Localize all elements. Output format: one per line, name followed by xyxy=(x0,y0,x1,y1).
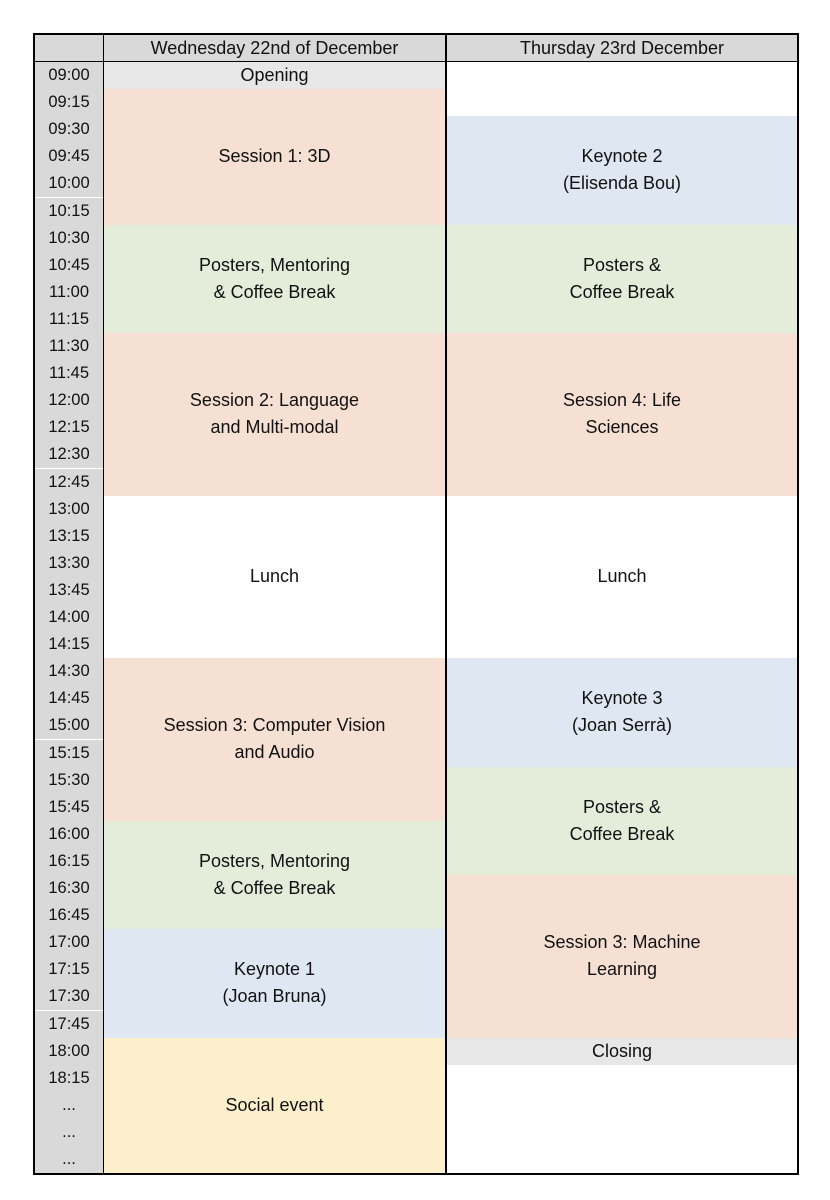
thursday-session-block: Session 3: Machine Learning xyxy=(447,875,797,1038)
time-slot: 15:30 xyxy=(35,767,103,794)
time-slot: 14:30 xyxy=(35,658,103,685)
table-border-top xyxy=(33,33,799,35)
time-slot: 11:15 xyxy=(35,306,103,333)
thursday-break-block: Posters & Coffee Break xyxy=(447,767,797,875)
time-slot: 17:15 xyxy=(35,956,103,983)
time-slot: 14:15 xyxy=(35,631,103,658)
time-slot: 11:00 xyxy=(35,279,103,306)
time-slot: 12:15 xyxy=(35,414,103,441)
time-slot: ... xyxy=(35,1092,103,1119)
thursday-keynote-block: Keynote 3 (Joan Serrà) xyxy=(447,658,797,766)
time-slot: 13:15 xyxy=(35,523,103,550)
time-slot: 17:45 xyxy=(35,1011,103,1038)
time-slot: 10:30 xyxy=(35,225,103,252)
time-slot: 11:45 xyxy=(35,360,103,387)
time-slot: 12:00 xyxy=(35,387,103,414)
time-slot: 13:00 xyxy=(35,496,103,523)
wednesday-opening-block: Opening xyxy=(104,62,445,89)
thursday-session-block: Session 4: Life Sciences xyxy=(447,333,797,496)
wednesday-session-block: Session 2: Language and Multi-modal xyxy=(104,333,445,496)
thursday-lunch-block: Lunch xyxy=(447,496,797,659)
wednesday-lunch-block: Lunch xyxy=(104,496,445,659)
header-corner xyxy=(35,35,103,62)
time-slot: ... xyxy=(35,1146,103,1173)
time-slot: 14:00 xyxy=(35,604,103,631)
time-slot: 11:30 xyxy=(35,333,103,360)
thursday-keynote-block: Keynote 2 (Elisenda Bou) xyxy=(447,116,797,224)
thursday-closing-block: Closing xyxy=(447,1038,797,1065)
time-slot: 10:45 xyxy=(35,252,103,279)
time-slot: 16:30 xyxy=(35,875,103,902)
day-divider-line xyxy=(445,33,447,1175)
time-slot: 12:45 xyxy=(35,469,103,496)
time-slot: 13:45 xyxy=(35,577,103,604)
thursday-empty-block xyxy=(447,1065,797,1173)
time-column-divider xyxy=(103,33,104,1175)
time-slot: ... xyxy=(35,1119,103,1146)
wednesday-social-block: Social event xyxy=(104,1038,445,1174)
time-slot: 09:15 xyxy=(35,89,103,116)
time-slot: 09:30 xyxy=(35,116,103,143)
time-slot: 13:30 xyxy=(35,550,103,577)
header-thursday: Thursday 23rd December xyxy=(447,35,797,62)
time-slot: 14:45 xyxy=(35,685,103,712)
wednesday-session-block: Session 1: 3D xyxy=(104,89,445,225)
time-slot: 18:15 xyxy=(35,1065,103,1092)
wednesday-break-block: Posters, Mentoring & Coffee Break xyxy=(104,821,445,929)
time-slot: 18:00 xyxy=(35,1038,103,1065)
thursday-empty-block xyxy=(447,62,797,116)
table-border-right xyxy=(797,33,799,1175)
time-slot: 16:00 xyxy=(35,821,103,848)
wednesday-keynote-block: Keynote 1 (Joan Bruna) xyxy=(104,929,445,1037)
time-slot: 12:30 xyxy=(35,441,103,468)
table-border-left xyxy=(33,33,35,1175)
time-slot: 16:15 xyxy=(35,848,103,875)
time-slot: 15:15 xyxy=(35,740,103,767)
time-slot: 09:45 xyxy=(35,143,103,170)
thursday-break-block: Posters & Coffee Break xyxy=(447,225,797,333)
header-wednesday: Wednesday 22nd of December xyxy=(104,35,445,62)
time-slot: 10:15 xyxy=(35,198,103,225)
wednesday-session-block: Session 3: Computer Vision and Audio xyxy=(104,658,445,821)
time-slot: 09:00 xyxy=(35,62,103,89)
wednesday-break-block: Posters, Mentoring & Coffee Break xyxy=(104,225,445,333)
time-slot: 16:45 xyxy=(35,902,103,929)
time-slot: 17:00 xyxy=(35,929,103,956)
time-slot: 10:00 xyxy=(35,170,103,197)
time-slot: 17:30 xyxy=(35,983,103,1010)
table-border-bottom xyxy=(33,1173,799,1175)
time-slot: 15:45 xyxy=(35,794,103,821)
header-divider-line xyxy=(35,61,797,62)
time-slot: 15:00 xyxy=(35,712,103,739)
